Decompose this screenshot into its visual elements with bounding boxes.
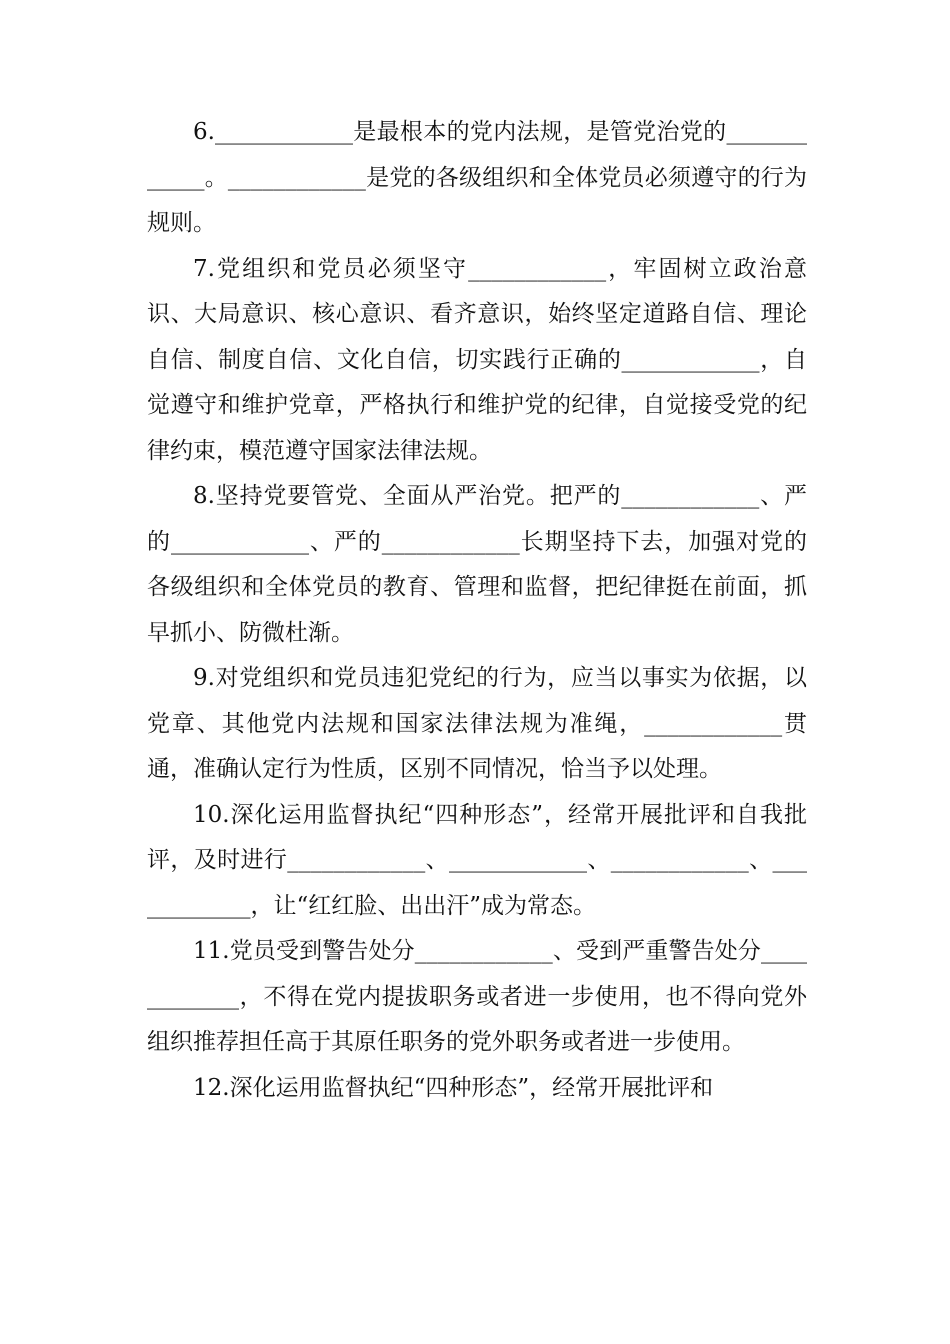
question-10: 10.深化运用监督执纪“四种形态”，经常开展批评和自我批评，及时进行____________、____________、____________、____________，让“红红脸、出出汗”成为常态。 xyxy=(147,801,807,919)
question-8: 8.坚持党要管党、全面从严治党。把严的____________、严的____________、严的____________长期坚持下去，加强对党的各级组织和全体党员的教育、管理和监督，把纪律挺在前面，抓早抓小、防微杜渐。 xyxy=(147,483,807,646)
document-page xyxy=(147,110,807,1111)
question-7: 7.党组织和党员必须坚守____________，牢固树立政治意识、大局意识、核心意识、看齐意识，始终坚定道路自信、理论自信、制度自信、文化自信，切实践行正确的____________，自觉遵守和维护党章，严格执行和维护党的纪律，自觉接受党的纪律约束，模范遵守国家法律法规。 xyxy=(147,255,807,464)
question-6: 6.____________是最根本的党内法规，是管党治党的____________。____________是党的各级组织和全体党员必须遵守的行为规则。 xyxy=(147,119,807,236)
question-9: 9.对党组织和党员违犯党纪的行为，应当以事实为依据，以党章、其他党内法规和国家法律法规为准绳，____________贯通，准确认定行为性质，区别不同情况，恰当予以处理。 xyxy=(147,665,807,782)
question-11: 11.党员受到警告处分____________、受到严重警告处分____________，不得在党内提拔职务或者进一步使用，也不得向党外组织推荐担任高于其原任职务的党外职务或者进一步使用。 xyxy=(147,938,807,1055)
question-12: 12.深化运用监督执纪“四种形态”，经常开展批评和 xyxy=(193,1074,714,1101)
